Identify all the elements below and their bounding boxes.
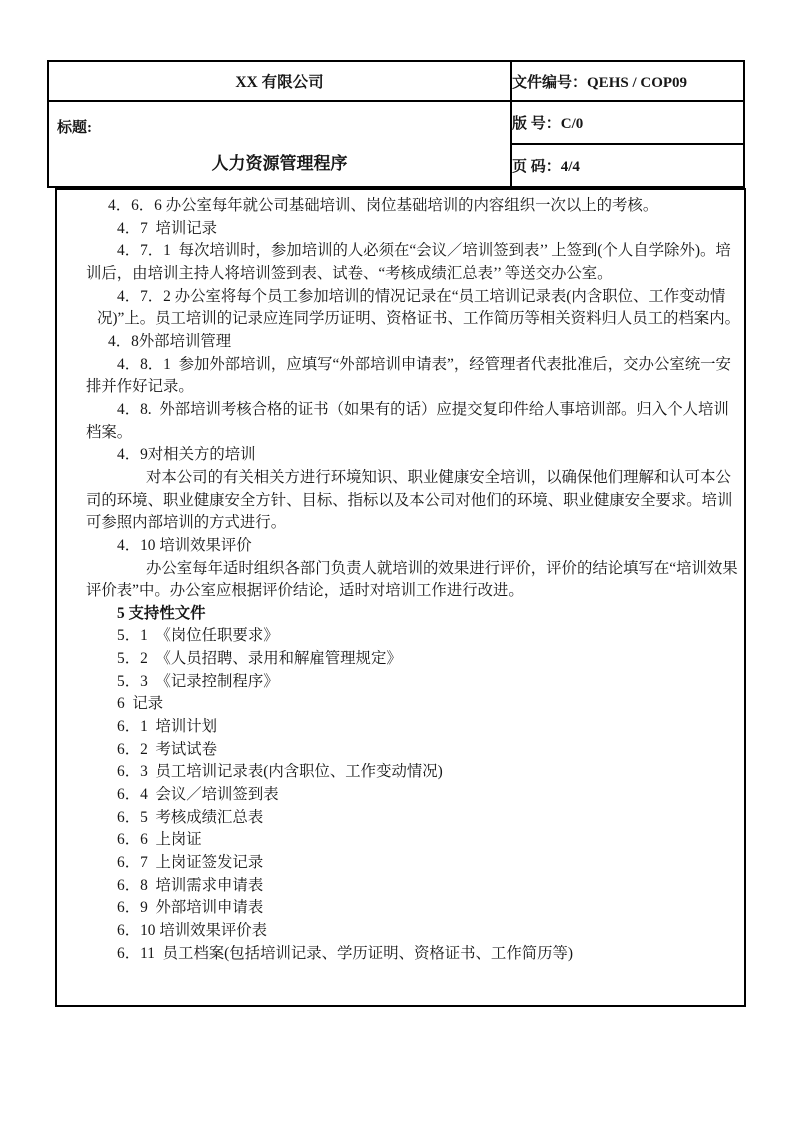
para-6-heading: 6 记录 xyxy=(117,695,164,713)
para-4-7: 4．7 培训记录 xyxy=(117,219,218,237)
version-value: C/0 xyxy=(560,116,584,132)
para-4-10: 4．10 培训效果评价 xyxy=(117,536,252,554)
page-value: 4/4 xyxy=(560,159,580,175)
version-number xyxy=(511,101,744,144)
para-6-9: 6．9 外部培训申请表 xyxy=(117,899,264,917)
para-5-2: 5．2 《人员招聘、录用和解雇管理规定》 xyxy=(117,650,402,668)
para-6-3: 6．3 员工培训记录表(内含职位、工作变动情况) xyxy=(117,763,443,781)
para-5-3: 5．3 《记录控制程序》 xyxy=(117,672,279,690)
para-4-8: 4．8外部培训管理 xyxy=(108,332,232,350)
document-title: 人力资源管理程序 xyxy=(211,154,348,173)
company-name: XX 有限公司 xyxy=(48,61,511,101)
para-6-7: 6．7 上岗证签发记录 xyxy=(117,854,264,872)
title-label: 标题: xyxy=(57,120,92,136)
para-6-8: 6．8 培训需求申请表 xyxy=(117,876,264,894)
para-4-9: 4．9对相关方的培训 xyxy=(117,446,256,464)
doc-number xyxy=(511,61,744,101)
para-4-6-6: 4．6．6 办公室每年就公司基础培训、岗位基础培训的内容组织一次以上的考核。 xyxy=(108,197,659,214)
document-body xyxy=(55,188,746,1007)
para-5-1: 5．1 《岗位任职要求》 xyxy=(117,627,279,645)
para-5-heading: 5 支持性文件 xyxy=(117,604,206,622)
para-6-5: 6．5 考核成绩汇总表 xyxy=(117,808,264,826)
doc-number-label: 文件编号： xyxy=(512,74,588,91)
para-4-9-body: 对本公司的有关相关方进行环境知识、职业健康安全培训，以确保他们理解和认可本公司的环境、职业健康安全方针、目标、指标以及本公司对他们的环境、职业健康安全要求。培训可参照内部培训的方式进行。 xyxy=(86,468,733,532)
page-number xyxy=(511,144,744,187)
para-6-11: 6．11 员工档案(包括培训记录、学历证明、资格证书、工作简历等) xyxy=(117,944,574,962)
para-4-7-1: 4．7．1 每次培训时，参加培训的人必须在“会议／培训签到表’’ 上签到(个人自学除外)。培训后，由培训主持人将培训签到表、试卷、“考核成绩汇总表’’ 等送交办公室。 xyxy=(86,242,731,282)
document-header-table xyxy=(47,60,745,188)
para-4-10-body: 办公室每年适时组织各部门负责人就培训的效果进行评价，评价的结论填写在“培训效果评价表”中。办公室应根据评价结论，适时对培训工作进行改进。 xyxy=(86,559,738,600)
para-4-8-cert: 4．8. 外部培训考核合格的证书（如果有的话）应提交复印件给人事培训部。归入个人培训档案。 xyxy=(86,400,729,441)
version-label: 版 号： xyxy=(512,116,561,132)
para-4-7-2: 4．7．2 办公室将每个员工参加培训的情况记录在“员工培训记录表(内含职位、工作变动情况)”上。员工培训的记录应连同学历证明、资格证书、工作简历等相关资料归人员工的档案内。 xyxy=(97,287,740,328)
para-4-8-1: 4．8．1 参加外部培训，应填写“外部培训申请表”，经管理者代表批准后，交办公室统一安排并作好记录。 xyxy=(86,355,731,396)
para-6-4: 6．4 会议／培训签到表 xyxy=(117,786,279,804)
doc-number-value: QEHS / COP09 xyxy=(587,74,688,91)
para-6-10: 6．10 培训效果评价表 xyxy=(117,922,268,939)
para-6-6: 6．6 上岗证 xyxy=(117,831,202,849)
para-6-2: 6．2 考试试卷 xyxy=(117,740,218,758)
title-cell xyxy=(48,101,511,187)
page-label: 页 码： xyxy=(512,159,561,175)
para-6-1: 6．1 培训计划 xyxy=(117,718,218,736)
